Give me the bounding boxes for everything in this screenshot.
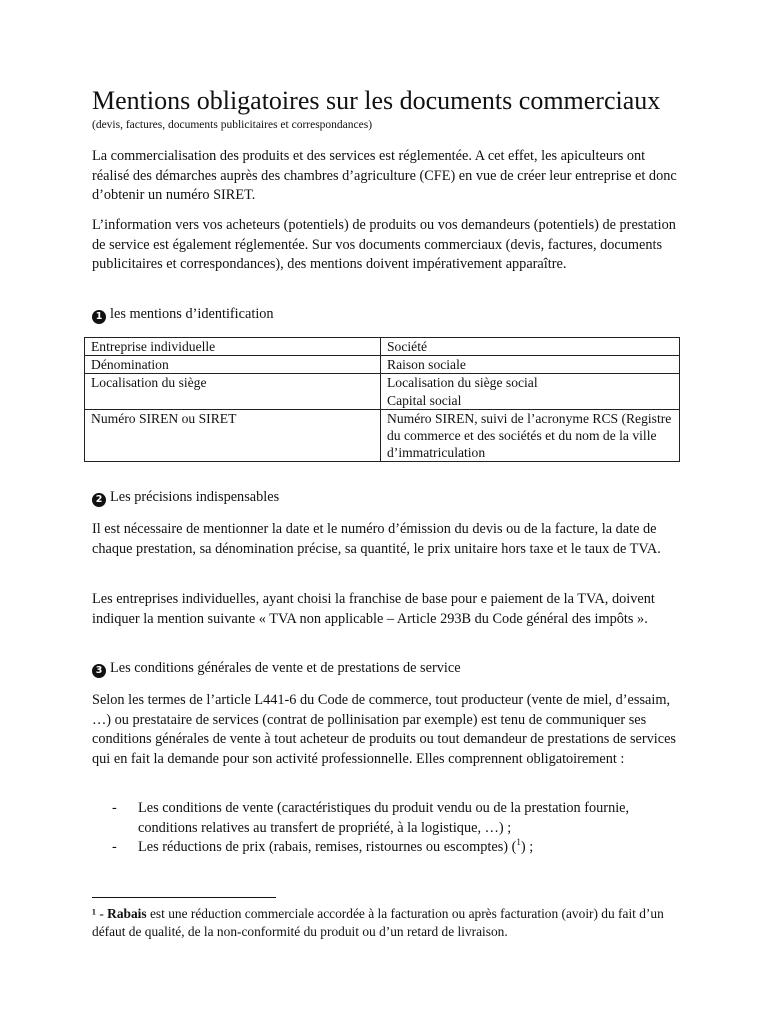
section3-number-badge: 3 — [92, 664, 106, 678]
section3-paragraph: Selon les termes de l’article L441-6 du Code de commerce, tout producteur (vente de miel, d’essaim, …) ou prestataire de services (contrat de pollinisation par exemple) est tenu de communiquer ses conditions générales de vente à tout acheteur de produits ou tout demandeur de prestations de services qui en fait la demande pour son activité professionnelle. Elles comprennent obligatoirement : — [92, 692, 676, 767]
list-dash: - — [112, 839, 117, 856]
section3-heading — [92, 659, 461, 678]
section3-heading-text: Les conditions générales de vente et de prestations de service — [110, 660, 461, 676]
footnote-separator — [92, 897, 276, 898]
page-subtitle: (devis, factures, documents publicitaires et correspondances) — [92, 119, 373, 131]
table-row — [85, 356, 680, 374]
list-item-text: Les réductions de prix (rabais, remises, ristournes ou escomptes) ( — [138, 839, 517, 856]
intro-paragraph-1: La commercialisation des produits et des services est réglementée. A cet effet, les apiculteurs ont réalisé des démarches auprès des chambres d’agriculture (CFE) en vue de créer leur entreprise et donc d’obtenir un numéro SIRET. — [92, 148, 677, 204]
footnote-term: Rabais — [107, 906, 147, 921]
table-row — [85, 338, 680, 356]
section1-number-badge: 1 — [92, 310, 106, 324]
section2-paragraph-1: Il est nécessaire de mentionner la date et le numéro d’émission du devis ou de la facture, la date de chaque prestation, sa dénomination précise, sa quantité, le prix unitaire hors taxe et le taux de TVA. — [92, 521, 661, 557]
table-row — [85, 409, 680, 462]
table-cell: Numéro SIREN, suivi de l’acronyme RCS (Registre du commerce et des sociétés et du nom de la ville d’immatriculation — [381, 409, 680, 462]
page-title: Mentions obligatoires sur les documents commerciaux — [92, 86, 661, 115]
table-cell: Numéro SIREN ou SIRET — [85, 409, 381, 462]
table-cell: Société — [381, 338, 680, 356]
table-row — [85, 374, 680, 409]
section1-heading — [92, 305, 274, 324]
list-item-text: Les conditions de vente (caractéristiques du produit vendu ou de la prestation fournie, conditions relatives au transfert de propriété, à la logistique, …) ; — [138, 800, 630, 836]
intro-paragraph-2: L’information vers vos acheteurs (potentiels) de produits ou vos demandeurs (potentiels) de prestation de service est également réglementée. Sur vos documents commerciaux (devis, factures, documents publicitaires et correspondances), des mentions doivent impérativement apparaître. — [92, 217, 676, 273]
table-cell: Dénomination — [85, 356, 381, 374]
table-cell: Localisation du siège — [85, 374, 381, 409]
footnote-marker: ¹ — [92, 906, 97, 921]
table-cell: Localisation du siège social Capital social — [381, 374, 680, 409]
identification-table — [84, 337, 680, 462]
footnote-text: est une réduction commerciale accordée à la facturation ou après facturation (avoir) du fait d’un défaut de qualité, de la non-conformité du produit ou d’un retard de livraison. — [92, 906, 664, 939]
section2-number-badge: 2 — [92, 493, 106, 507]
section2-heading-text: Les précisions indispensables — [110, 489, 280, 505]
list-item — [112, 799, 684, 838]
footnote-reference[interactable]: 1 — [516, 837, 521, 848]
list-item-text-end: ) ; — [520, 839, 534, 856]
footnote — [92, 905, 692, 940]
list-dash: - — [112, 800, 117, 816]
table-cell: Raison sociale — [381, 356, 680, 374]
section1-heading-text: les mentions d’identification — [110, 306, 274, 322]
list-item — [112, 838, 684, 858]
section2-paragraph-2: Les entreprises individuelles, ayant choisi la franchise de base pour e paiement de la TVA, doivent indiquer la mention suivante « TVA non applicable – Article 293B du Code général des impôts ». — [92, 591, 655, 627]
table-cell: Entreprise individuelle — [85, 338, 381, 356]
footnote-separator-text: - — [96, 906, 108, 921]
section2-heading — [92, 488, 279, 507]
conditions-list — [112, 799, 684, 858]
